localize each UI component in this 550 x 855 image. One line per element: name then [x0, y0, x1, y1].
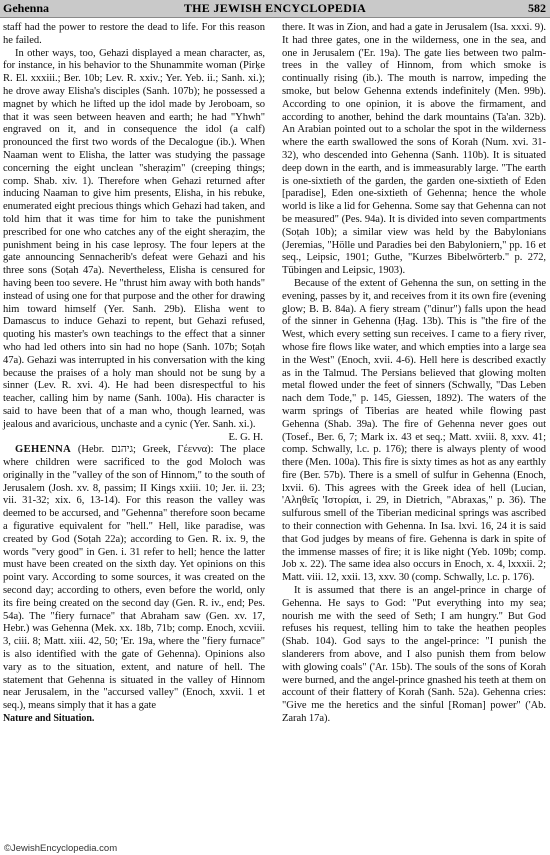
- paragraph-fire: Because of the extent of Gehenna the sun, on setting in the evening, passes by it, and receives from it its own fire (evening glow; B. B. 84a). A fiery stream ("dinur") falls upon the head of the sinner in Gehenna (Ḥag. 13b). This is "the fire of the West, which every setting sun receives. I came to a fiery river, whose fire flows like water, and which empties into a large sea in the West" (Enoch, xvii. 4-6). Hell here is described exactly as in the Talmud. The Persians believed that glowing molten metal flowed under the feet of sinners (Schwally, "Das Leben nach dem Tode," p. 145, Giessen, 1892). The waters of the warm springs of Tiberias are heated while flowing past Gehenna (Shab. 39a). The fire of Gehenna never goes out (Tosef., Ber. 6, 7; Mark ix. 43 et seq.; Matt. xviii. 8, xxv. 41; comp. Schwally, l.c. p. 176); there is always plenty of wood there (Men. 100a). This fire is sixty times as hot as any earthly fire (Ber. 57b). There is a smell of sulfur in Gehenna (Enoch, lxvii. 6). This agrees with the Greek idea of hell (Lucian, 'Αληθεῖς 'Ιστορίαι, i. 29, in Dietrich, "Abraxas," p. 36). The sulfurous smell of the Tiberian medicinal springs was ascribed to their connection with Gehenna. In Isa. lxvi. 16, 24 it is said that God judges by means of fire. Gehenna is dark in spite of the immense masses of fire; it is like night (Yeb. 109b; comp. Job x. 22). The same idea also occurs in Enoch, x. 4, lxxxii. 2; Matt. viii. 12, xxii. 13, xxv. 30 (comp. Schwally, l.c. p. 176).: [282, 277, 546, 584]
- paragraph-gates: there. It was in Zion, and had a gate in Jerusalem (Isa. xxxi. 9). It had three gates, one in the wilderness, one in the sea, and one in Jerusalem ('Er. 19a). The gate lies between two palm-trees in the valley of Hinnom, from which smoke is continually rising (ib.). The mouth is narrow, impeding the smoke, but below Gehenna extends indefinitely (Men. 99b). According to one opinion, it is above the firmament, and according to another, behind the dark mountains (Ta'an. 32b). An Arabian pointed out to a scholar the spot in the wilderness where the earth swallowed the sons of Korah (Num. xvi. 31-32), who descended into Gehenna (Sanh. 110b). It is situated deep down in the earth, and is immeasurably large. "The earth is one-sixtieth of the garden, the garden one-sixtieth of Eden [paradise], Eden one-sixtieth of Gehenna; hence the whole world is like a lid for Gehenna. Some say that Gehenna can not be measured" (Pes. 94a). It is divided into seven compartments (Soṭah 10b); a similar view was held by the Babylonians (Jeremias, "Hölle und Paradies bei den Babyloniern," pp. 16 et seq., Leipsic, 1901; Guthe, "Kurzes Bibelwörterb." p. 272, Tübingen and Leipsic, 1903).: [282, 22, 546, 277]
- gehenna-intro-text: (Hebr. גיהנם; Greek, Γέεννα): The place where children were sacrificed to the god Moloch was originally in the "valley of the son of Hinnom," to the south of Jerusalem (Josh. xv. 8, passim; II Kings xxiii. 10; Jer. ii. 23; vii. 31-32; xix. 6, 13-14). For this reason the valley was deemed to be accursed, and "Gehenna" therefore soon became a figurative equivalent for "hell." Hell, like paradise, was created by God (Soṭah 22a); according to Gen. R. ix. 9, the words "very good" in Gen. i. 31 refer to hell; hence the latter must have been created on the sixth day. Yet opinions on this point vary. According to some sources, it was created on the second day; according to others, even before the world, only its fire being created on the second day (Gen. R. iv., end; Pes. 54a). The "fiery furnace" that Abraham saw (Gen. xv. 17, Hebr.) was Gehenna (Mek. xx. 18b, 71b; comp. Enoch, xcviii. 3, ciii. 8; Matt. xiii. 42, 50; 'Er. 19a, where the "fiery furnace" is also identified with the gate of Gehenna). Opinions also vary as to the situation, extent, and nature of hell. The statement that Gehenna is situated in the valley of Hinnom near Jerusalem, in the "accursed valley" (Enoch, xxvii. 1 et seq.), means simply that it has a gate: [3, 444, 265, 712]
- paragraph-gehenna-intro: [3, 444, 265, 713]
- paragraph-angel-prince: It is assumed that there is an angel-prince in charge of Gehenna. He says to God: "Put everything into my sea; nourish me with the seed of Seth; I am hungry." But God refuses his request, telling him to take the heathen peoples (Shab. 104). God says to the angel-prince: "I punish the slanderers from above, and I also punish them from below with glowing coals" ('Ar. 15b). The souls of the sons of Korah were burned, and the angel-prince gnashed his teeth at them on account of their flattery of Korah (Sanh. 52a). Gehenna cries: "Give me the heretics and the sinful [Roman] power" ('Ab. Zarah 17a).: [282, 585, 546, 725]
- page-number: 582: [528, 1, 546, 15]
- page-footer: [0, 843, 550, 855]
- paragraph-gehazi-character: In other ways, too, Gehazi displayed a mean character, as, for instance, in his behavior to the Shunammite woman (Pirḳe R. El. xxxiii.; Ber. 10b; Lev. R. xxiv.; Yer. Yeb. ii.; Sanh. xi.); he drove away Elisha's disciples (Sanh. 107b); he possessed a magnet by which he lifted up the idol made by Jeroboam, so that it was seen between heaven and earth; he had "Yhwh" engraved on it, and in consequence the idol (a calf) pronounced the first two words of the Decalogue (ib.). When Naaman went to Elisha, the latter was studying the passage concerning the eight unclean "sheraẓim" (creeping things; comp. Shab. xiv. 1). Therefore when Gehazi returned after inducing Naaman to give him presents, Elisha, in his rebuke, enumerated eight precious things which Gehazi had taken, and told him that it was time for him to take the punishment prescribed for one who catches any of the eight sheraẓim, the punishment being in his case leprosy. The four lepers at the gate announcing Sennacherib's defeat were Gehazi and his three sons (Soṭah 47a). Nevertheless, Elisha is censured for having been too severe. He "thrust him away with both hands" instead of using one for that purpose and the other for drawing him toward himself (Yer. Sanh. 29b). Elisha went to Damascus to induce Gehazi to repent, but Gehazi refused, quoting his master's own teachings to the effect that a sinner who had led others into sin had no hope (Sanh. 107b; Soṭah 47a). Gehazi was interrupted in his conversation with the king because the praises of a holy man should not be sung by a sinner (Lev. R. xvi. 4). He had been disrespectful to his teacher, calling him by name (Sanh. 100a). His character is said to have been that of a man who, though learned, was jealous and avaricious, unchaste and a cynic (Yer. Sanh. xi.).: [3, 47, 265, 430]
- header-entry-title: Gehenna: [3, 1, 50, 15]
- entry-headword: GEHENNA: [15, 444, 72, 456]
- page-header: [0, 0, 550, 18]
- encyclopedia-title: THE JEWISH ENCYCLOPEDIA: [183, 1, 367, 15]
- left-column: [3, 22, 265, 726]
- author-signature: E. G. H.: [228, 431, 263, 443]
- side-label-nature-situation: Nature and Situation.: [3, 713, 95, 725]
- right-column: [282, 22, 546, 726]
- paragraph-gehazi-end: staff had the power to restore the dead to life. For this reason he failed.: [3, 22, 265, 46]
- copyright-link[interactable]: ©JewishEncyclopedia.com: [4, 843, 118, 854]
